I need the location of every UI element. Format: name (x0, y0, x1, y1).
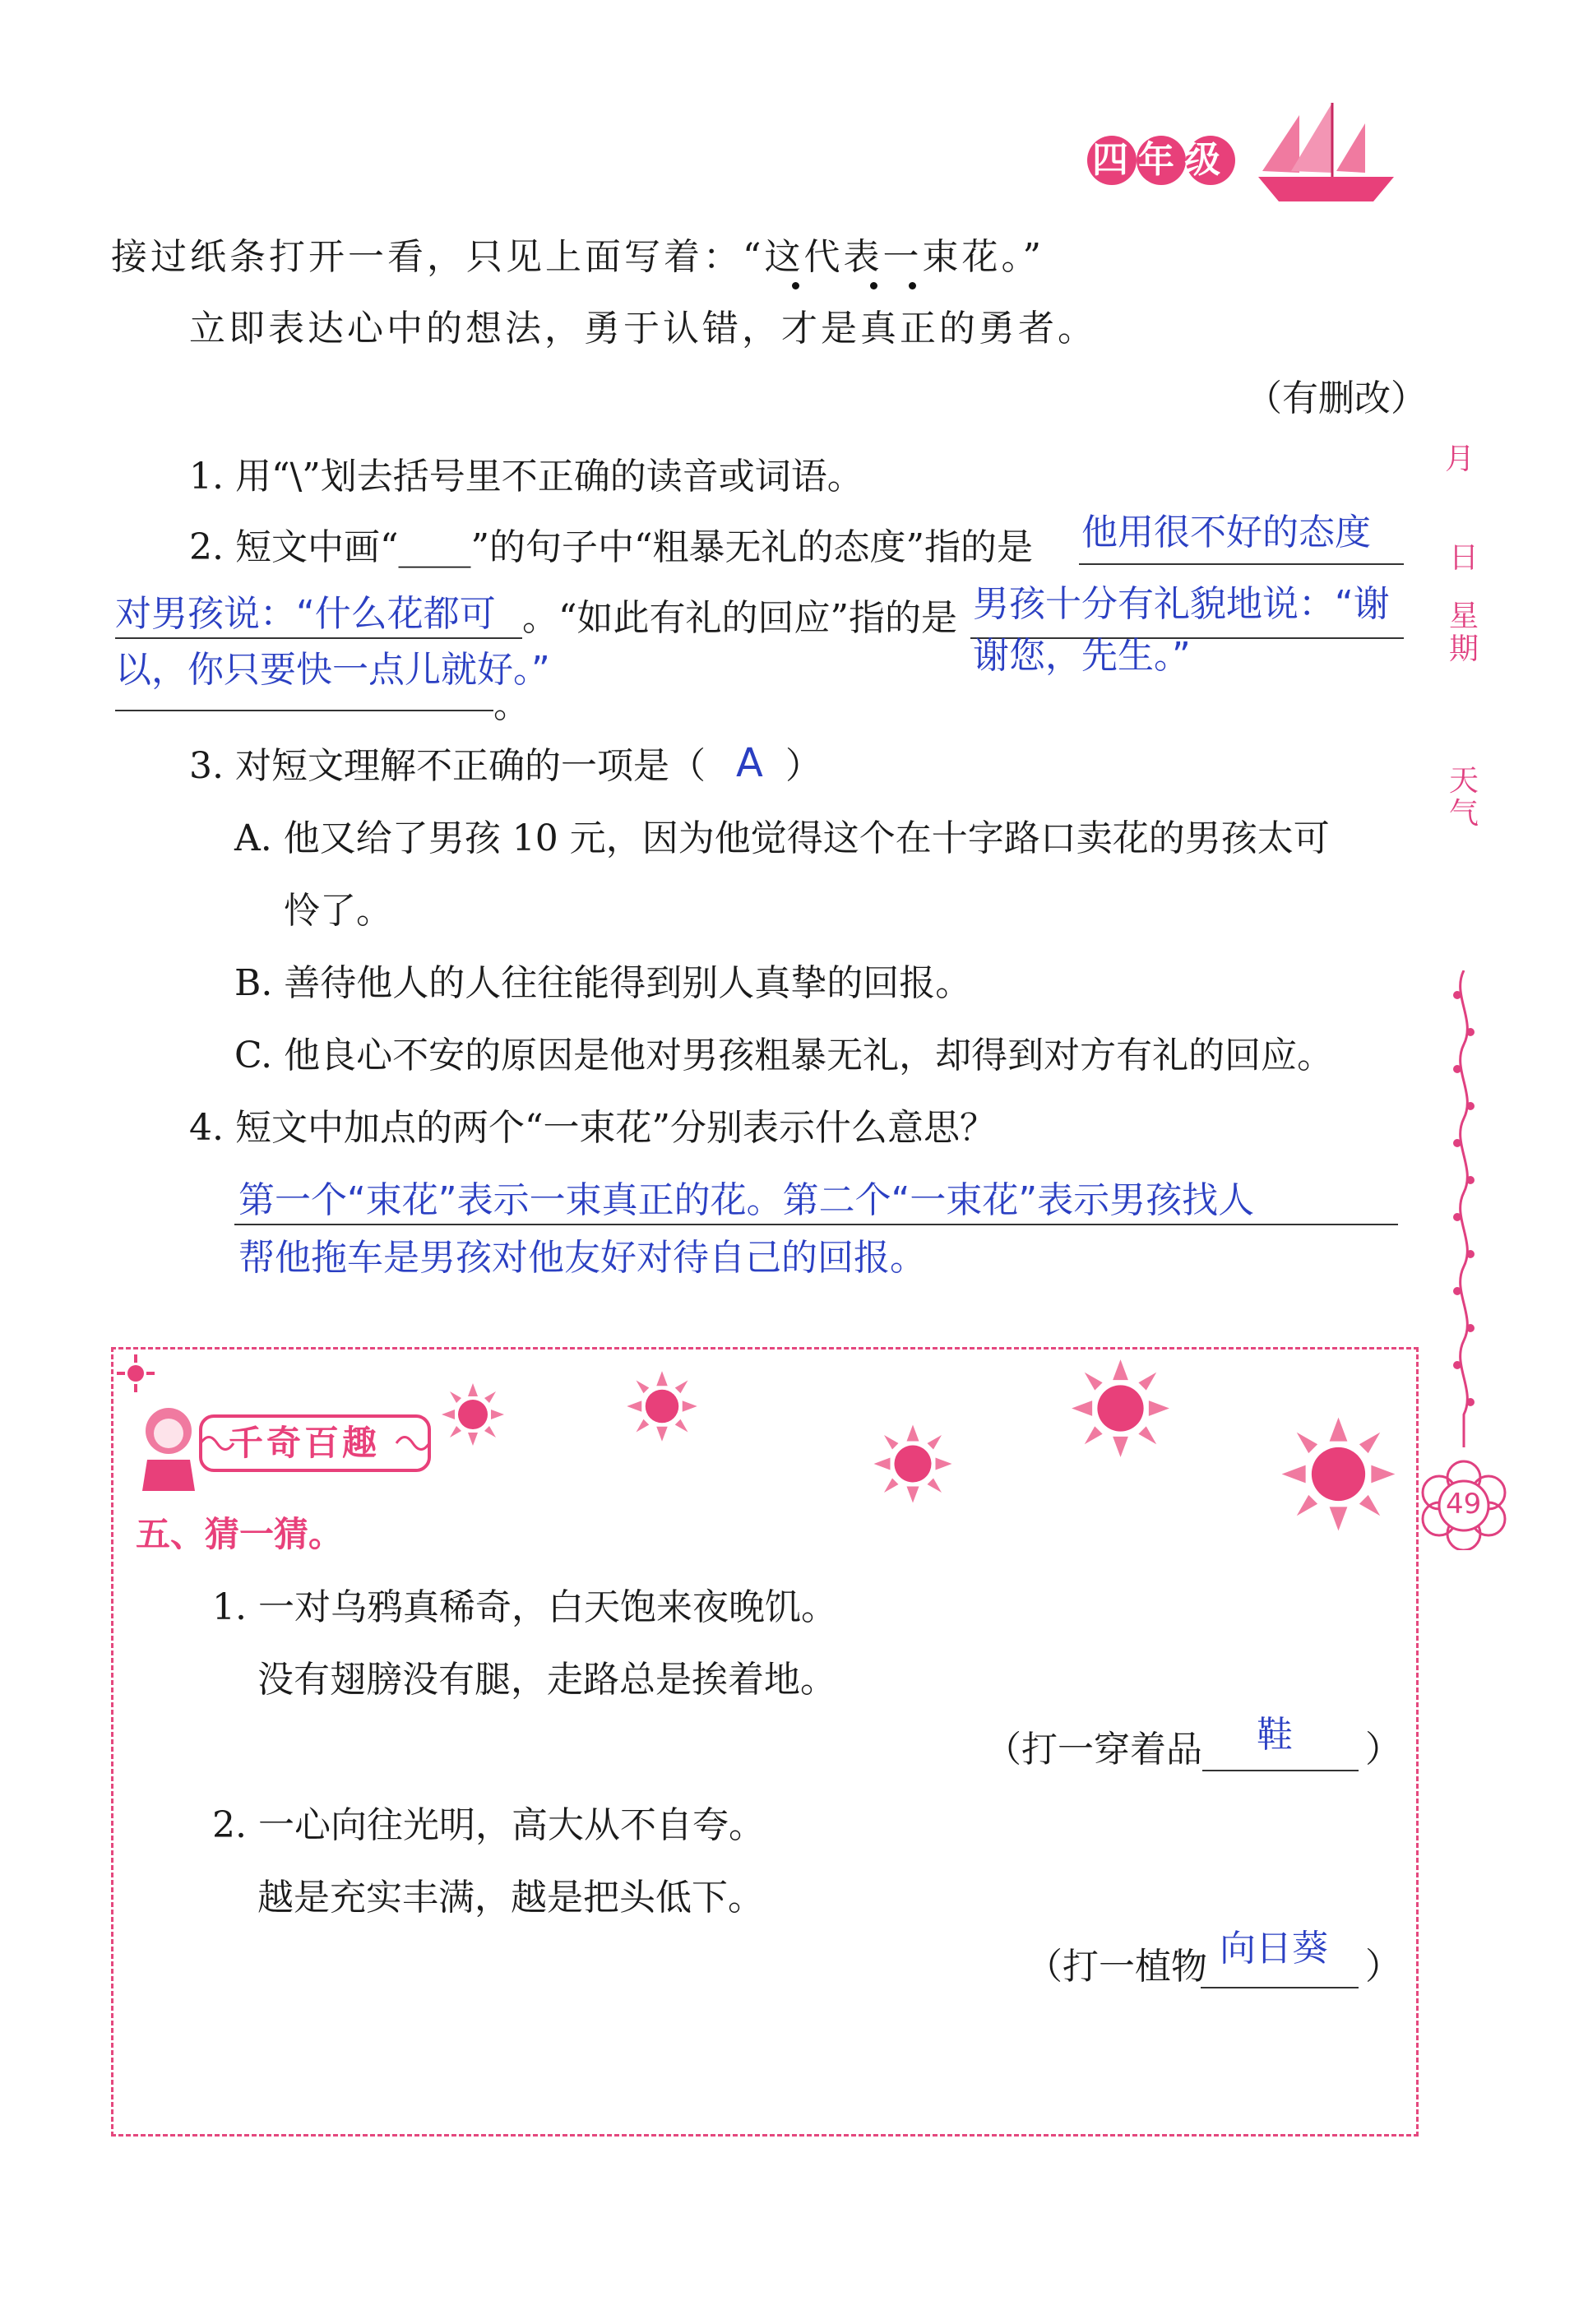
question-4: 4. 短文中加点的两个“一束花”分别表示什么意思？ (189, 1107, 996, 1149)
source-note: （有删改） (1246, 377, 1427, 419)
riddle-1-close: ） (1365, 1729, 1401, 1771)
q4-answer-line-2: 帮他拖车是男孩对他友好对待自己的回报。 (238, 1237, 926, 1279)
section-5-heading: 五、猜一猜。 (136, 1514, 344, 1554)
passage-line-2: 立即表达心中的想法，勇于认错，才是真正的勇者。 (189, 308, 1097, 350)
riddle-1-answer: 鞋 (1257, 1714, 1293, 1756)
riddle-2-close: ） (1365, 1946, 1401, 1988)
q2-answer-attitude-1: 他用很不好的态度 (1081, 512, 1371, 553)
answer-line (234, 1224, 1398, 1225)
answer-line (1202, 1770, 1359, 1771)
section-banner (196, 1406, 434, 1480)
sun-icon (115, 1353, 156, 1397)
question-1: 1. 用“\”划去括号里不正确的读音或词语。 (189, 456, 863, 498)
page-number-flower (1419, 1460, 1509, 1550)
mascot-icon (136, 1402, 201, 1496)
riddle-1-line-1: 1. 一对乌鸦真稀奇，白天饱来夜晚饥。 (212, 1586, 837, 1628)
sun-icon (625, 1369, 699, 1447)
q2-answer-reply-1: 男孩十分有礼貌地说：“谢 (973, 583, 1390, 625)
emphasis-dot (792, 282, 799, 289)
q3-option-b: B. 善待他人的人往往能得到别人真挚的回报。 (234, 962, 972, 1004)
riddle-2-line-2: 越是充实丰满，越是把头低下。 (257, 1877, 764, 1919)
q3-answer: A (736, 740, 763, 786)
question-3-suffix: ） (785, 745, 822, 787)
q2-answer-reply-2: 谢您，先生。” (973, 635, 1191, 677)
sidebar-weather: 天气 (1449, 764, 1479, 831)
q4-answer-line-1: 第一个“束花”表示一束真正的花。第二个“一束花”表示男孩找人 (238, 1179, 1255, 1221)
question-3-prefix: 3. 对短文理解不正确的一项是（ (189, 745, 706, 787)
sidebar-month: 月 (1445, 442, 1475, 476)
q3-option-a-line2: 怜了。 (284, 890, 392, 932)
question-2-mid: 。“如此有礼的回应”指的是 (522, 597, 957, 639)
sidebar-weekday: 星期 (1449, 600, 1479, 666)
sun-icon (440, 1382, 506, 1451)
riddle-2-line-1: 2. 一心向往光明，高大从不自夸。 (212, 1804, 765, 1846)
riddle-2-hint: （打一植物 (1026, 1946, 1207, 1988)
answer-line (115, 637, 522, 639)
section-banner-label: 千奇百趣 (229, 1423, 381, 1463)
q3-option-a-line1: A. 他又给了男孩 10 元，因为他觉得这个在十字路口卖花的男孩太可 (234, 817, 1330, 859)
answer-line (115, 710, 493, 711)
decorative-vine (1447, 970, 1480, 1451)
emphasis-dot (909, 282, 916, 289)
q3-option-c: C. 他良心不安的原因是他对男孩粗暴无礼，却得到对方有礼的回应。 (234, 1035, 1334, 1076)
page-number: 49 (1446, 1488, 1482, 1521)
q2-answer-attitude-2: 对男孩说：“什么花都可 (115, 593, 496, 635)
riddle-1-hint: （打一穿着品 (985, 1729, 1202, 1771)
emphasis-dot (870, 282, 877, 289)
question-2-prefix: 2. 短文中画“____”的句子中“粗暴无礼的态度”指的是 (189, 526, 1033, 568)
sailboat-icon (1242, 99, 1406, 209)
sun-icon (1069, 1357, 1172, 1463)
question-2-end: 。 (493, 684, 530, 726)
riddle-2-answer: 向日葵 (1220, 1928, 1328, 1970)
riddle-1-line-2: 没有翅膀没有腿，走路总是挨着地。 (257, 1659, 836, 1701)
sun-icon (872, 1423, 954, 1508)
grade-badge: 四年级 (1086, 132, 1242, 189)
passage-line-1: 接过纸条打开一看，只见上面写着：“这代表一束花。” (111, 236, 1044, 278)
q2-answer-attitude-3: 以，你只要快一点儿就好。” (115, 649, 550, 691)
answer-line (1079, 563, 1404, 565)
sun-icon (1279, 1414, 1398, 1537)
sidebar-day: 日 (1449, 541, 1479, 575)
answer-line (1201, 1987, 1359, 1988)
